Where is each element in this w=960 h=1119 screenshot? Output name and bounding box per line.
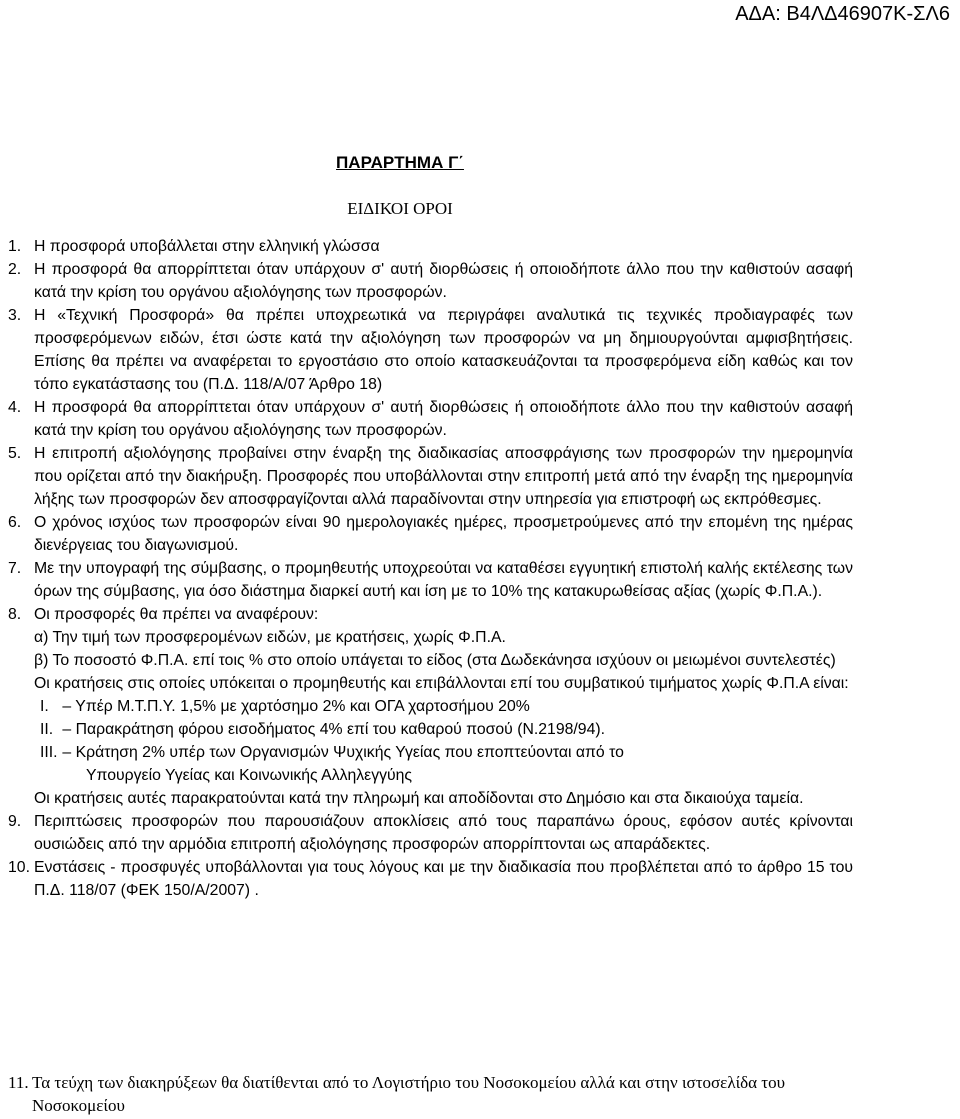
- list-item-offers-content: [8, 603, 853, 810]
- holding-item: [40, 695, 853, 718]
- list-item: [8, 557, 853, 603]
- item-number: 10.: [8, 859, 30, 876]
- holding-number: I.: [40, 698, 49, 715]
- item-number: 3.: [8, 307, 22, 324]
- item-text: Η προσφορά υποβάλλεται στην ελληνική γλώσσα: [34, 238, 380, 255]
- list-item-documents: [8, 1071, 880, 1117]
- ada-header: ΑΔΑ: Β4ΛΔ46907Κ-ΣΛ6: [735, 3, 950, 25]
- holdings-intro: Οι κρατήσεις στις οποίες υπόκειται ο προμηθευτής και επιβάλλονται επί του συμβατικού τιμήματος χωρίς Φ.Π.Α είναι:: [34, 675, 849, 692]
- item-text: Η προσφορά θα απορρίπτεται όταν υπάρχουν σ' αυτή διορθώσεις ή οποιοδήποτε άλλο που την καθιστούν ασαφή κατά την κρίση του οργάνου αξιολόγησης των προσφορών.: [34, 399, 853, 439]
- item-text: Ο χρόνος ισχύος των προσφορών είναι 90 ημερολογιακές ημέρες, προσμετρούμενες από την επομένη της ημέρας διενέργειας του διαγωνισμού.: [34, 514, 853, 554]
- holding-number: II.: [40, 721, 54, 738]
- holdings-outro: Οι κρατήσεις αυτές παρακρατούνται κατά την πληρωμή και αποδίδονται στο Δημόσιο και στα δικαιούχα ταμεία.: [34, 790, 804, 807]
- item-point-b: β) Το ποσοστό Φ.Π.Α. επί τοις % στο οποίο υπάγεται το είδος (στα Δωδεκάνησα ισχύουν οι μειωμένοι συντελεστές): [34, 652, 836, 669]
- holding-text: – Παρακράτηση φόρου εισοδήματος 4% επί του καθαρού ποσού (Ν.2198/94).: [62, 721, 605, 738]
- item-text: Ενστάσεις - προσφυγές υποβάλλονται για τους λόγους και με την διαδικασία που προβλέπεται από το άρθρο 15 του Π.Δ. 118/07 (ΦΕΚ 150/Α/2007) .: [34, 859, 853, 899]
- item-text: Περιπτώσεις προσφορών που παρουσιάζουν αποκλίσεις από τους παραπάνω όρους, εφόσον αυτές κρίνονται ουσιώδεις από την αρμόδια επιτροπή αξιολόγησης προσφορών απορρίπτονται ως απαράδεκτες.: [34, 813, 853, 853]
- item-number: 7.: [8, 560, 22, 577]
- list-item: [8, 442, 853, 511]
- item-number: 2.: [8, 261, 22, 278]
- item-point-a: α) Την τιμή των προσφερομένων ειδών, με κρατήσεις, χωρίς Φ.Π.Α.: [34, 629, 506, 646]
- annex-title: ΠΑΡΑΡΤΗΜΑ Γ΄: [336, 153, 464, 172]
- item-text: Η επιτροπή αξιολόγησης προβαίνει στην έναρξη της διαδικασίας αποσφράγισης των προσφορών την ημερομηνία που ορίζεται από την διακήρυξη. Προσφορές που υποβάλλονται στην επιτροπή μετά από την έναρξη της ημερομηνία λήξης των προσφορών δεν αποσφραγίζονται αλλά παραδίνονται στην υπηρεσία για επιστροφή ως εκπρόθεσμες.: [34, 445, 853, 508]
- item-number: 5.: [8, 445, 22, 462]
- holding-text: – Κράτηση 2% υπέρ των Οργανισμών Ψυχικής Υγείας που εποπτεύονται από το: [62, 744, 624, 761]
- list-item: [8, 810, 853, 856]
- list-item: [8, 396, 853, 442]
- item-number: 8.: [8, 606, 22, 623]
- list-item: [8, 235, 853, 258]
- item-number: 4.: [8, 399, 22, 416]
- item-text: Τα τεύχη των διακηρύξεων θα διατίθενται από το Λογιστήριο του Νοσοκομείου αλλά και στην ιστοσελίδα του Νοσοκομείου: [32, 1073, 786, 1115]
- list-item: [8, 304, 853, 396]
- holding-text: – Υπέρ Μ.Τ.Π.Υ. 1,5% με χαρτόσημο 2% και ΟΓΑ χαρτοσήμου 20%: [62, 698, 530, 715]
- item-text: Με την υπογραφή της σύμβασης, ο προμηθευτής υποχρεούται να καταθέσει εγγυητική επιστολή καλής εκτέλεσης των όρων της σύμβασης, για όσο διάστημα διαρκεί αυτή και ίση με το 10% της κατακυρωθείσας αξίας (χωρίς Φ.Π.Α.).: [34, 560, 853, 600]
- item-number: 11.: [8, 1073, 29, 1092]
- holding-text-continuation: Υπουργείο Υγείας και Κοινωνικής Αλληλεγγύης: [86, 767, 413, 784]
- item-number: 9.: [8, 813, 22, 830]
- item-number: 1.: [8, 238, 22, 255]
- holding-number: III.: [40, 744, 58, 761]
- item-text: Η «Τεχνική Προσφορά» θα πρέπει υποχρεωτικά να περιγράφει αναλυτικά τις τεχνικές προδιαγραφές των προσφερόμενων ειδών, έτσι ώστε κατά την αξιολόγηση των προσφορών να μη δημιουργούνται αμφισβητήσεις. Επίσης θα πρέπει να αναφέρεται το εργοστάσιο στο οποίο κατασκευάζονται τα προσφερόμενα είδη καθώς και τον τόπο εγκατάστασης του (Π.Δ. 118/Α/07 Άρθρο 18): [34, 307, 853, 393]
- item-number: 6.: [8, 514, 22, 531]
- holdings-list: [40, 695, 853, 787]
- list-item: [8, 511, 853, 557]
- item-text: Η προσφορά θα απορρίπτεται όταν υπάρχουν σ' αυτή διορθώσεις ή οποιοδήποτε άλλο που την καθιστούν ασαφή κατά την κρίση του οργάνου αξιολόγησης των προσφορών.: [34, 261, 853, 301]
- holding-item: [40, 741, 853, 787]
- terms-list: [8, 235, 853, 902]
- list-item: [8, 258, 853, 304]
- annex-subtitle: ΕΙΔΙΚΟΙ ΟΡΟΙ: [347, 199, 453, 218]
- holding-item: [40, 718, 853, 741]
- list-item: [8, 856, 853, 902]
- item-intro: Οι προσφορές θα πρέπει να αναφέρουν:: [34, 606, 319, 623]
